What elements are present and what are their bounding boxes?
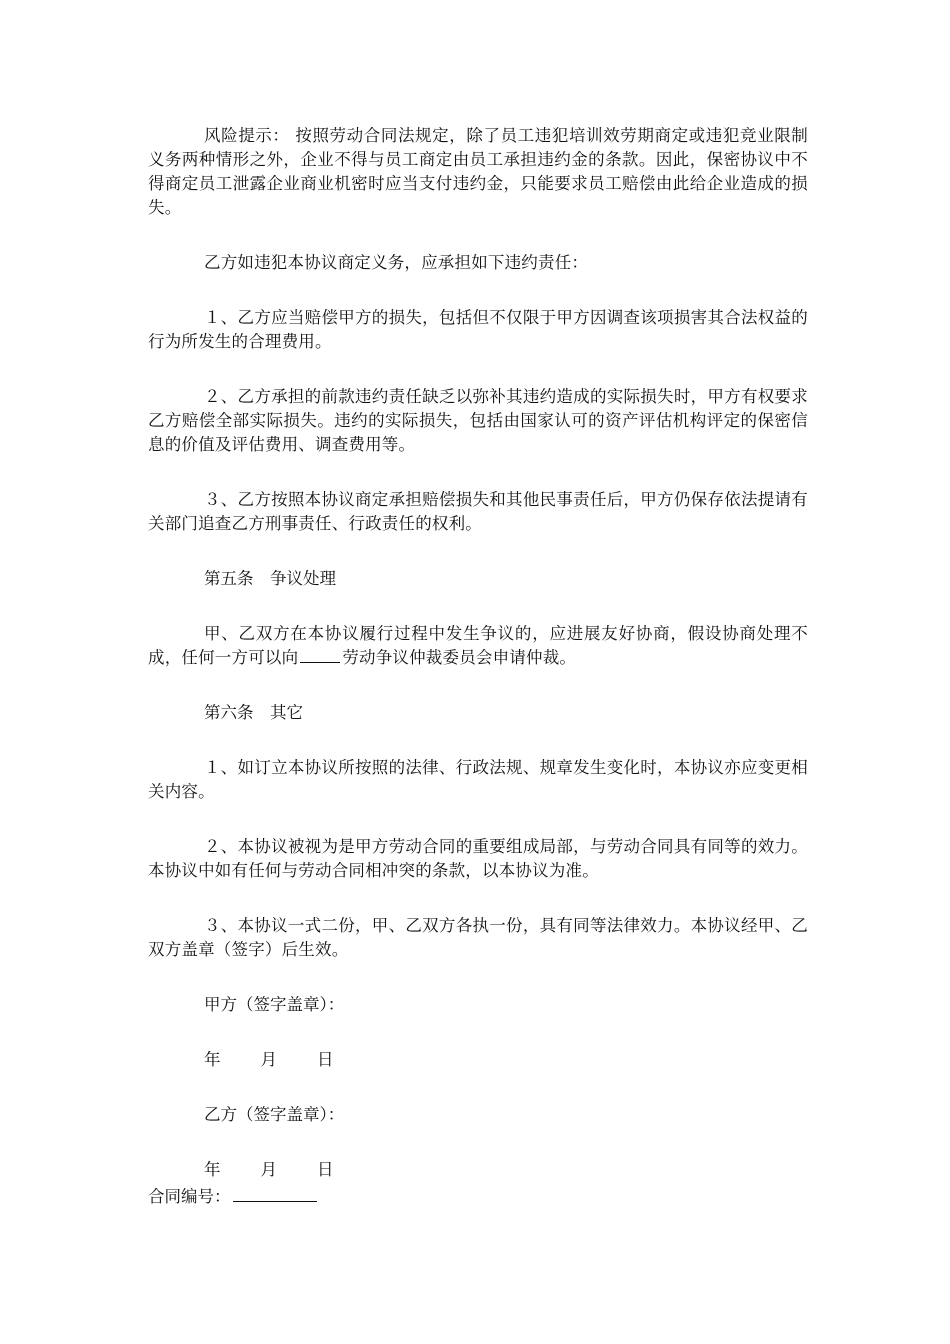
contract-number-blank xyxy=(233,1201,317,1202)
other-item-1: １、如订立本协议所按照的法律、行政法规、规章发生变化时，本协议亦应变更相关内容。 xyxy=(148,758,808,801)
contract-number xyxy=(148,1185,808,1209)
liability-intro: 乙方如违犯本协议商定义务，应承担如下违约责任： xyxy=(204,253,589,272)
date-day: 日 xyxy=(317,1050,334,1069)
liability-item-3: ３、乙方按照本协议商定承担赔偿损失和其他民事责任后，甲方仍保存依法提请有关部门追查乙方刑事责任、行政责任的权利。 xyxy=(148,490,808,533)
date-month: 月 xyxy=(260,1050,277,1069)
article-5-paragraph xyxy=(148,622,808,670)
document-page xyxy=(148,124,808,1209)
article-5-title: 第五条 争议处理 xyxy=(204,569,336,588)
liability-item-1: １、乙方应当赔偿甲方的损失，包括但不仅限于甲方因调查该项损害其合法权益的行为所发生的合理费用。 xyxy=(148,308,808,351)
other-item-2: ２、本协议被视为是甲方劳动合同的重要组成局部，与劳动合同具有同等的效力。本协议中如有任何与劳动合同相冲突的条款，以本协议为准。 xyxy=(148,837,808,880)
other-item-3: ３、本协议一式二份，甲、乙双方各执一份，具有同等法律效力。本协议经甲、乙双方盖章（签字）后生效。 xyxy=(148,916,808,959)
date-month: 月 xyxy=(260,1160,277,1179)
article-5-text-before: 甲、乙双方在本协议履行过程中发生争议的，应进展友好协商，假设协商处理不成，任何一方可以向 xyxy=(148,624,808,667)
risk-tip-paragraph: 风险提示： 按照劳动合同法规定，除了员工违犯培训效劳期商定或违犯竞业限制义务两种情形之外，企业不得与员工商定由员工承担违约金的条款。因此，保密协议中不得商定员工泄露企业商业机密时应当支付违约金，只能要求员工赔偿由此给企业造成的损失。 xyxy=(148,126,808,217)
article-6-title: 第六条 其它 xyxy=(204,703,303,722)
contract-number-label: 合同编号： xyxy=(148,1187,231,1206)
party-b-signature: 乙方（签字盖章）： xyxy=(204,1105,345,1124)
date-year: 年 xyxy=(204,1050,221,1069)
party-b-date xyxy=(204,1158,808,1182)
liability-item-2: ２、乙方承担的前款违约责任缺乏以弥补其违约造成的实际损失时，甲方有权要求乙方赔偿全部实际损失。违约的实际损失，包括由国家认可的资产评估机构评定的保密信息的价值及评估费用、调查费用等。 xyxy=(148,387,808,454)
article-5-text-after: 劳动争议仲裁委员会申请仲裁。 xyxy=(342,648,577,667)
date-year: 年 xyxy=(204,1160,221,1179)
party-a-date xyxy=(204,1048,808,1072)
arbitration-blank xyxy=(300,661,340,663)
party-a-signature: 甲方（签字盖章）： xyxy=(204,995,345,1014)
date-day: 日 xyxy=(317,1160,334,1179)
